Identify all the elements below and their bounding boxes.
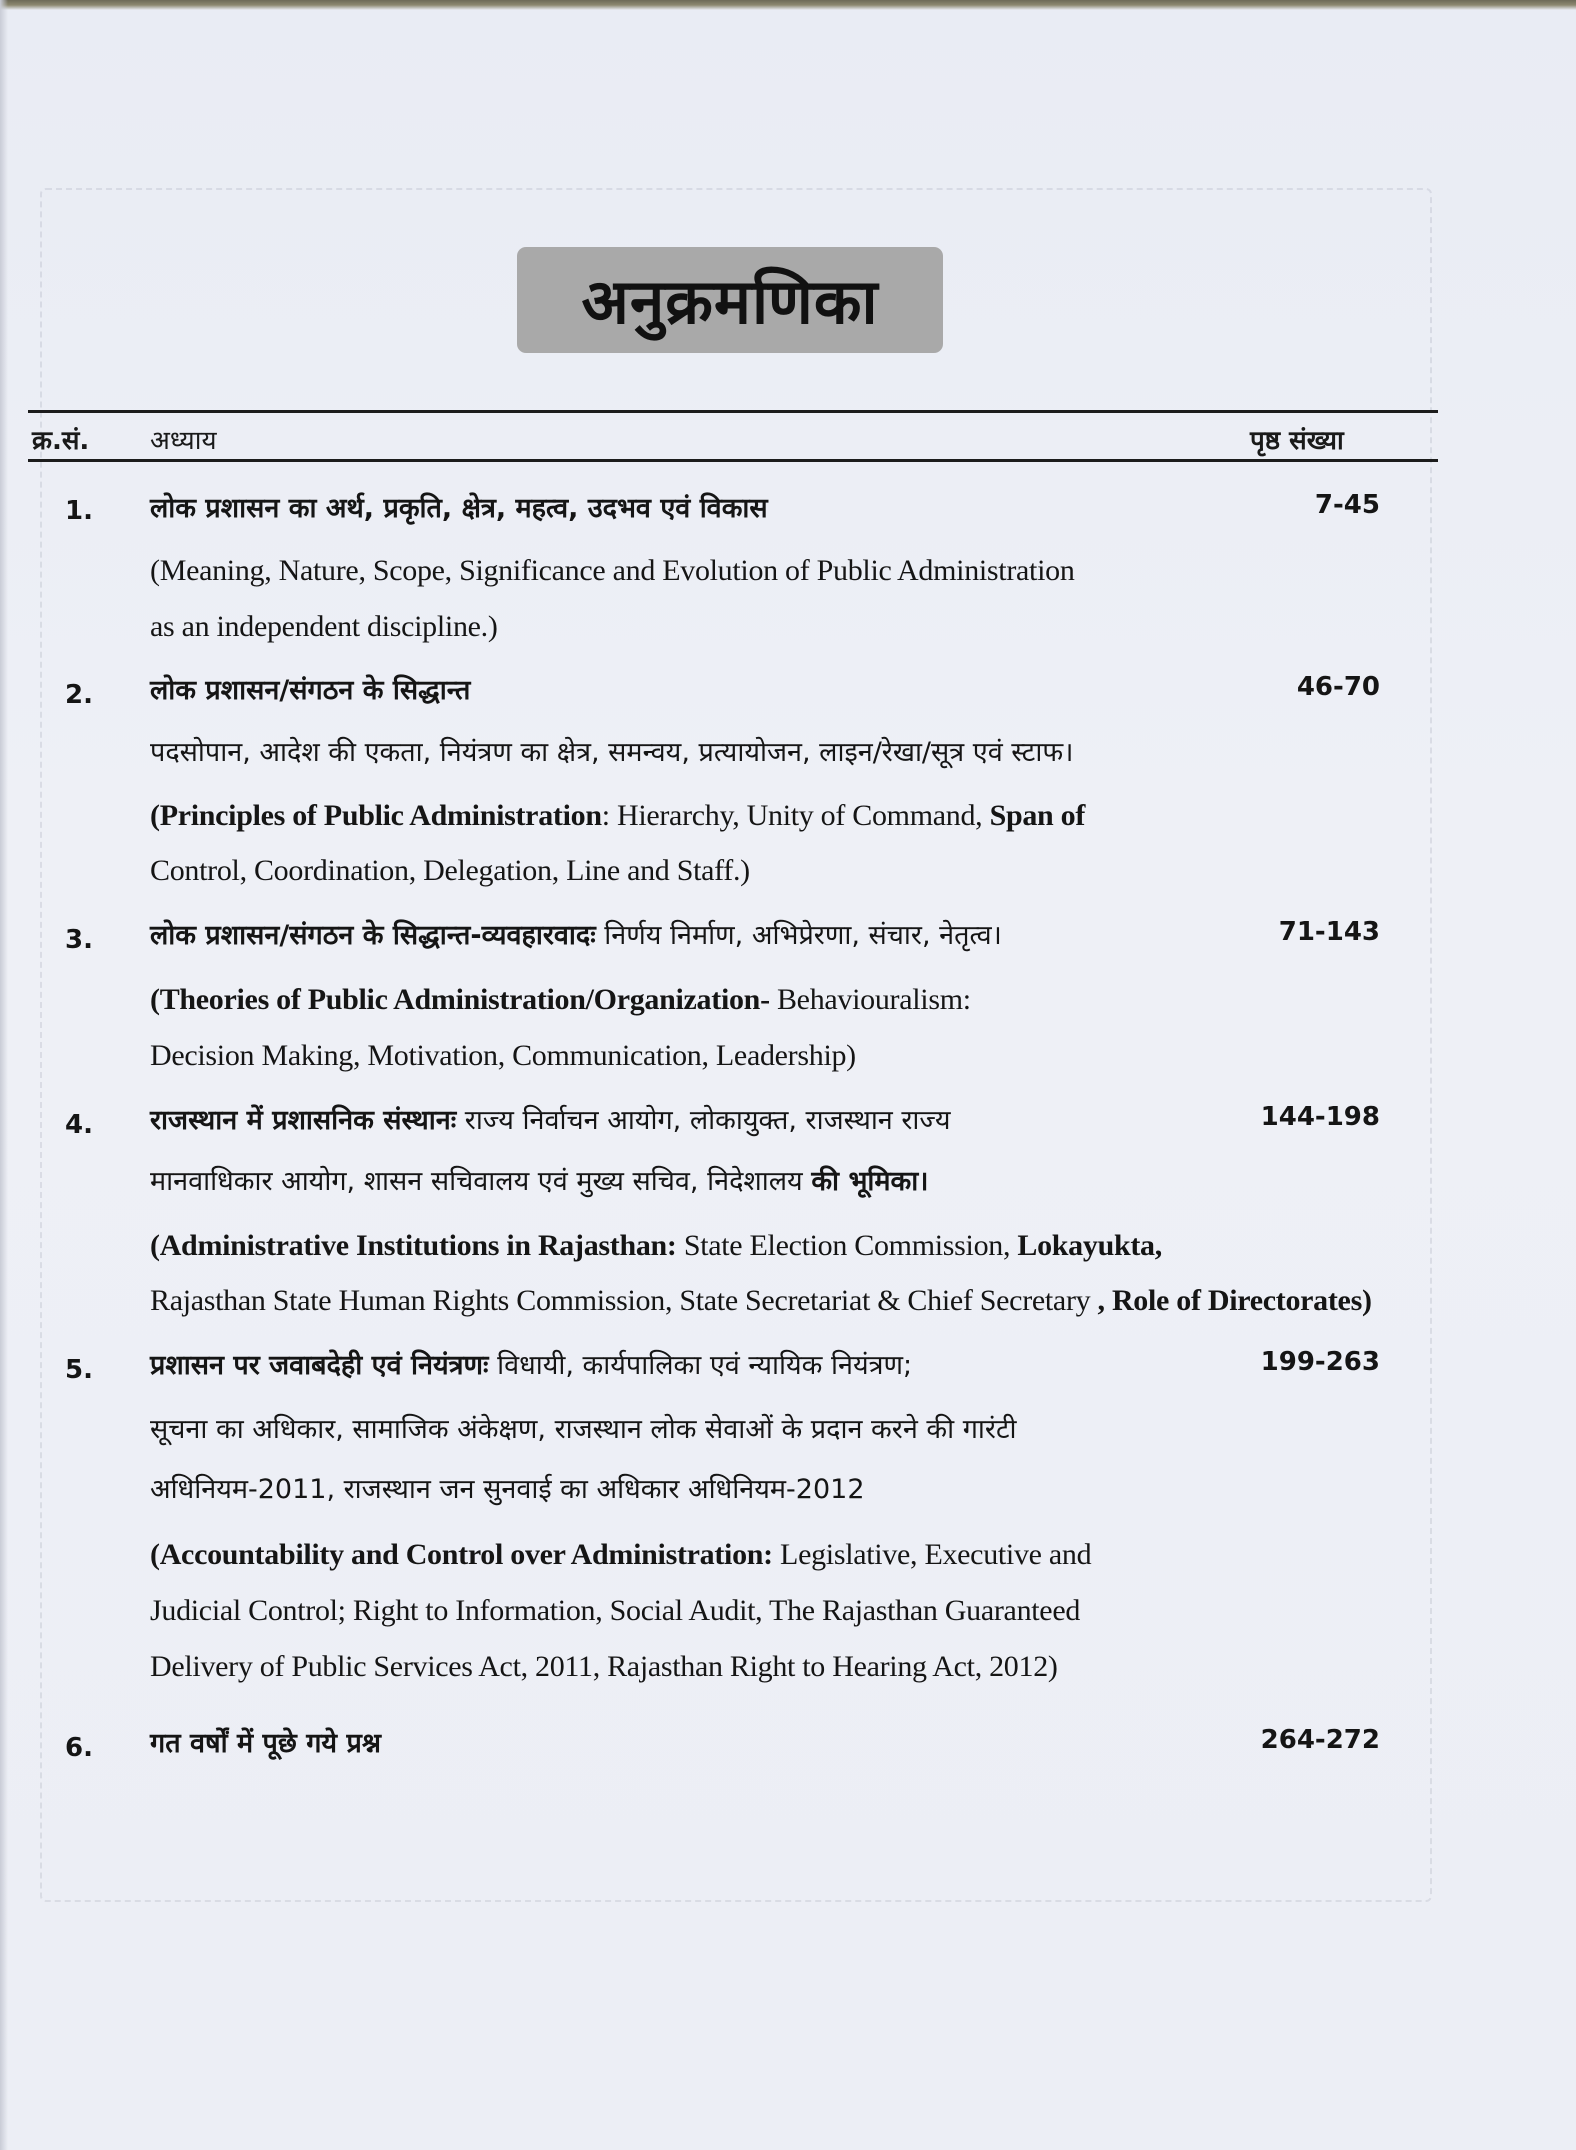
entry-english-line: as an independent discipline.)	[150, 610, 498, 643]
header-top-rule	[28, 410, 1438, 413]
hindi-text: निर्णय निर्माण, अभिप्रेरणा, संचार, नेतृत्व।	[595, 920, 1002, 951]
entry-hindi-title	[150, 1725, 381, 1763]
english-bold: (Administrative Institutions in Rajasthan:	[150, 1229, 677, 1262]
page-title: अनुक्रमणिका	[581, 265, 879, 338]
page-top-shadow	[0, 0, 1576, 10]
english-bold: Span of	[989, 799, 1086, 832]
entry-hindi-sub: सूचना का अधिकार, सामाजिक अंकेक्षण, राजस्थान लोक सेवाओं के प्रदान करने की गारंटी	[150, 1414, 1017, 1445]
entry-english-line	[150, 1282, 1372, 1320]
header-serial: क्र.सं.	[32, 426, 90, 456]
entry-hindi-sub: पदसोपान, आदेश की एकता, नियंत्रण का क्षेत्र, समन्वय, प्रत्यायोजन, लाइन/रेखा/सूत्र एवं स्टाफ।	[150, 737, 1074, 768]
entry-number: 2.	[65, 680, 93, 710]
hindi-title-text: गत वर्षों में पूछे गये प्रश्न	[150, 1728, 381, 1759]
header-bottom-rule	[28, 459, 1438, 462]
entry-english-line: Control, Coordination, Delegation, Line and Staff.)	[150, 854, 750, 887]
entry-english-line: Delivery of Public Services Act, 2011, Rajasthan Right to Hearing Act, 2012)	[150, 1650, 1058, 1683]
entry-number: 3.	[65, 925, 93, 955]
english-text: : Hierarchy, Unity of Command,	[601, 799, 990, 832]
entry-pages: 71-143	[1278, 917, 1380, 947]
entry-english-line	[150, 797, 1085, 835]
entry-english-line	[150, 981, 971, 1019]
entry-pages: 7-45	[1314, 490, 1380, 520]
entry-number: 5.	[65, 1355, 93, 1385]
hindi-text: राज्य निर्वाचन आयोग, लोकायुक्त, राजस्थान राज्य	[456, 1105, 951, 1136]
hindi-title-text: लोक प्रशासन/संगठन के सिद्धान्त	[150, 675, 471, 706]
english-bold: Lokayukta,	[1017, 1229, 1162, 1262]
hindi-text: मानवाधिकार आयोग, शासन सचिवालय एवं मुख्य सचिव, निदेशालय	[150, 1166, 812, 1197]
english-bold: (Accountability and Control over Administration:	[150, 1538, 773, 1571]
hindi-bold: की भूमिका।	[811, 1166, 929, 1197]
english-text: State Election Commission,	[676, 1229, 1018, 1262]
header-pages: पृष्ठ संख्या	[1250, 426, 1344, 456]
page-left-edge	[0, 0, 8, 2150]
entry-pages: 264-272	[1260, 1725, 1380, 1755]
entry-english-line: Judicial Control; Right to Information, Social Audit, The Rajasthan Guaranteed	[150, 1594, 1081, 1627]
entry-english-line	[150, 1536, 1091, 1574]
english-bold: (Theories of Public Administration/Organization-	[150, 983, 770, 1016]
english-text: Behaviouralism:	[769, 983, 971, 1016]
entry-hindi-title	[150, 672, 470, 710]
hindi-bold: प्रशासन पर जवाबदेही एवं नियंत्रणः	[150, 1350, 489, 1381]
english-text: Legislative, Executive and	[772, 1538, 1092, 1571]
hindi-text: विधायी, कार्यपालिका एवं न्यायिक नियंत्रण;	[488, 1350, 913, 1381]
entry-pages: 144-198	[1260, 1102, 1380, 1132]
hindi-title-text: लोक प्रशासन का अर्थ, प्रकृति, क्षेत्र, महत्व, उदभव एवं विकास	[150, 493, 768, 524]
entry-english-line: Decision Making, Motivation, Communication, Leadership)	[150, 1039, 856, 1072]
english-text: Rajasthan State Human Rights Commission, State Secretariat & Chief Secretary	[150, 1284, 1098, 1317]
entry-hindi-title	[150, 917, 1002, 955]
entry-number: 1.	[65, 496, 93, 526]
entry-number: 6.	[65, 1733, 93, 1763]
english-bold: , Role of Directorates)	[1097, 1284, 1372, 1317]
entry-pages: 199-263	[1260, 1347, 1380, 1377]
entry-hindi-sub	[150, 1163, 929, 1201]
entry-hindi-title	[150, 490, 768, 528]
entry-hindi-sub: अधिनियम-2011, राजस्थान जन सुनवाई का अधिकार अधिनियम-2012	[150, 1474, 865, 1505]
entry-hindi-title	[150, 1347, 912, 1385]
entry-english-line: (Meaning, Nature, Scope, Significance and Evolution of Public Administration	[150, 554, 1075, 587]
hindi-bold: राजस्थान में प्रशासनिक संस्थानः	[150, 1105, 457, 1136]
entry-number: 4.	[65, 1110, 93, 1140]
title-banner	[517, 247, 943, 353]
entry-pages: 46-70	[1296, 672, 1380, 702]
entry-hindi-title	[150, 1102, 951, 1140]
hindi-bold: लोक प्रशासन/संगठन के सिद्धान्त-व्यवहारवादः	[150, 920, 596, 951]
entry-english-line	[150, 1227, 1162, 1265]
english-bold: (Principles of Public Administration	[150, 799, 602, 832]
header-chapter: अध्याय	[150, 426, 217, 456]
